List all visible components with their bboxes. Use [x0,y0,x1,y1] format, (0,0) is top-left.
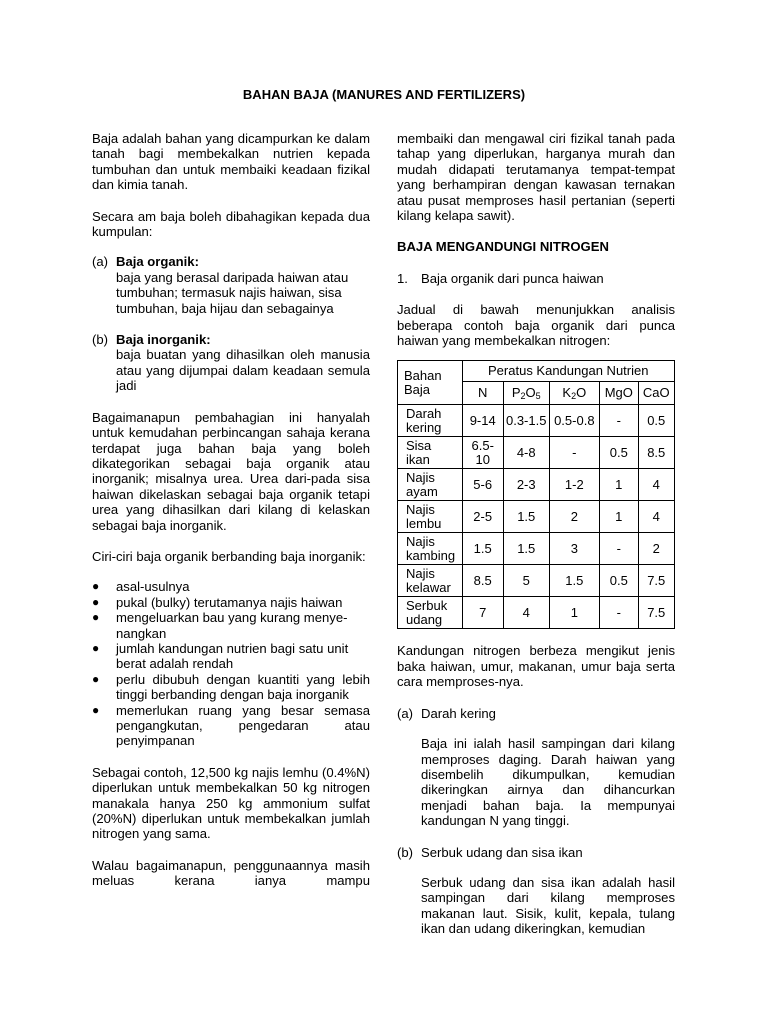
column-header: MgO [600,382,638,405]
example-paragraph: Sebagai contoh, 12,500 kg najis lemhu (0.4%N) diperlukan untuk membekalkan 50 kg nitrogen manakala hanya 250 kg ammonium sulfat (20%N) diperlukan untuk membekalkan jumlah nitrogen yang sama. [92,764,370,842]
row-label: Najis ayam [398,469,463,501]
table-intro: Jadual di bawah menunjukkan analisis beberapa contoh baja organik dari punca haiwan yang membekalkan nitrogen: [397,302,675,349]
table-cell: - [549,437,600,469]
table-cell: 1 [600,469,638,501]
table-cell: 0.5 [638,405,675,437]
table-cell: 1.5 [503,501,549,533]
traits-list [92,579,370,748]
table-row [398,405,675,437]
intro-paragraph: Baja adalah bahan yang dicampurkan ke dalam tanah bagi membekalkan nutrien kepada tumbuhan dan untuk membaiki keadaan fizikal dan kimia tanah. [92,131,370,193]
table-cell: - [600,597,638,629]
however-paragraph: Bagaimanapun pembahagian ini hanyalah untuk kemudahan perbincangan sahaja kerana terdapat juga bahan baja yang boleh dikategorikan sebagai baja organik atau inorganik; misalnya urea. Urea dari-pada sisa haiwan dikelaskan sebagai baja organik tetapi urea yang dihasilkan dari kilang di kelaskan sebagai baja inorganik. [92,409,370,533]
table-cell: 9-14 [462,405,503,437]
column-header: CaO [638,382,675,405]
nutrient-table [397,360,675,629]
subsection-number: 1. [397,270,408,286]
row-label: Najis kambing [398,533,463,565]
table-cell: 5 [503,565,549,597]
table-row [398,469,675,501]
group-name: Baja organik: [116,254,199,270]
group-description: baja yang berasal daripada haiwan atau tumbuhan; termasuk najis haiwan, sisa tumbuhan, baja hijau dan sebagainya [116,269,349,316]
list-item: ● memerlukan ruang yang besar semasa pengangkutan, pengedaran atau penyimpanan [92,702,370,749]
column-header: N [462,382,503,405]
subsection-title: Baja organik dari punca haiwan [421,270,604,286]
group-organic [92,254,370,316]
table-row [398,501,675,533]
page-title: BAHAN BAJA (MANURES AND FERTILIZERS) [242,87,526,102]
table-cell: 5-6 [462,469,503,501]
row-label: Sisa ikan [398,437,463,469]
item-marker: (a) [397,705,414,721]
table-cell: 1 [549,597,600,629]
group-inorganic [92,332,370,394]
group-marker: (b) [92,332,109,348]
table-cell: 3 [549,533,600,565]
table-corner-header: Bahan Baja [398,361,463,405]
table-cell: 1.5 [503,533,549,565]
bullet-icon: ● [92,579,100,594]
right-column [397,131,675,937]
section-heading: BAJA MENGANDUNGI NITROGEN [397,239,609,255]
group-description: baja buatan yang dihasilkan oleh manusia atau yang dijumpai dalam keadaan semula jadi [116,347,370,394]
row-label: Najis lembu [398,501,463,533]
list-item: ● pukal (bulky) terutamanya najis haiwan [92,594,343,610]
traits-intro: Ciri-ciri baja organik berbanding baja inorganik: [92,548,366,564]
left-column [92,131,370,889]
table-cell: 7.5 [638,565,675,597]
table-cell: 4 [638,501,675,533]
table-cell: 2-5 [462,501,503,533]
table-row [398,437,675,469]
table-cell: 4-8 [503,437,549,469]
item-b-heading [397,845,675,860]
bullet-icon: ● [92,702,100,717]
item-title: Serbuk udang dan sisa ikan [421,844,583,860]
row-label: Darah kering [398,405,463,437]
continuation-paragraph: membaiki dan mengawal ciri fizikal tanah pada tahap yang diperlukan, harganya murah dan mudah didapati terutamanya tempat-tempat yang berhampiran dengan kawasan ternakan atau pusat memproses hasil pertanian (seperti kilang kelapa sawit). [397,131,675,224]
table-cell: 4 [503,597,549,629]
table-cell: 6.5-10 [462,437,503,469]
table-cell: 1.5 [462,533,503,565]
table-body [398,405,675,629]
table-cell: 7.5 [638,597,675,629]
table-cell: 8.5 [638,437,675,469]
after-table-paragraph: Kandungan nitrogen berbeza mengikut jenis baka haiwan, umur, makanan, umur baja serta cara memproses-nya. [397,643,675,690]
list-item: ● jumlah kandungan nutrien bagi satu unit berat adalah rendah [92,640,349,672]
row-label: Najis kelawar [398,565,463,597]
group-name: Baja inorganik: [116,332,211,348]
table-cell: 2 [638,533,675,565]
bullet-icon: ● [92,610,100,625]
bullet-icon: ● [92,594,100,609]
table-cell: 2 [549,501,600,533]
table-cell: - [600,405,638,437]
table-cell: 8.5 [462,565,503,597]
table-cell: 7 [462,597,503,629]
item-b-body: Serbuk udang dan sisa ikan adalah hasil sampingan dari kilang memproses makanan laut. Sisik, kulit, kepala, tulang ikan dan udang dikeringkan, kemudian [421,874,675,937]
column-header: $P_2O_5$ [503,382,549,405]
subsection-heading [397,271,675,286]
item-title: Darah kering [421,705,496,721]
item-a-heading [397,706,675,721]
item-a-body: Baja ini ialah hasil sampingan dari kilang memproses daging. Darah haiwan yang disembelih dikumpulkan, kemudian dikeringkan airnya dan dihancurkan menjadi bahan baja. Ia mempunyai kandungan N yang tinggi. [421,736,675,829]
group-marker: (a) [92,254,109,270]
list-item: ● mengeluarkan bau yang kurang menye-nangkan [92,610,348,641]
table-group-header: Peratus Kandungan Nutrien [462,361,675,382]
table-cell: 1-2 [549,469,600,501]
table-cell: - [600,533,638,565]
table-cell: 0.3-1.5 [503,405,549,437]
table-cell: 0.5 [600,437,638,469]
table-row [398,597,675,629]
row-label: Serbuk udang [398,597,463,629]
division-paragraph: Secara am baja boleh dibahagikan kepada dua kumpulan: [92,208,370,240]
table-cell: 4 [638,469,675,501]
table-cell: 0.5-0.8 [549,405,600,437]
table-row [398,565,675,597]
table-row [398,533,675,565]
table-cell: 2-3 [503,469,549,501]
table-cell: 1.5 [549,565,600,597]
list-item: ● perlu dibubuh dengan kuantiti yang lebih tinggi berbanding dengan baja inorganik [92,671,370,703]
bullet-icon: ● [92,671,100,686]
list-item: ● asal-usulnya [92,579,190,595]
item-marker: (b) [397,844,414,860]
however2-paragraph: Walau bagaimanapun, penggunaannya masih meluas kerana ianya mampu [92,857,370,889]
column-header: $K_2O$ [549,382,600,405]
bullet-icon: ● [92,640,100,655]
table-cell: 1 [600,501,638,533]
table-cell: 0.5 [600,565,638,597]
